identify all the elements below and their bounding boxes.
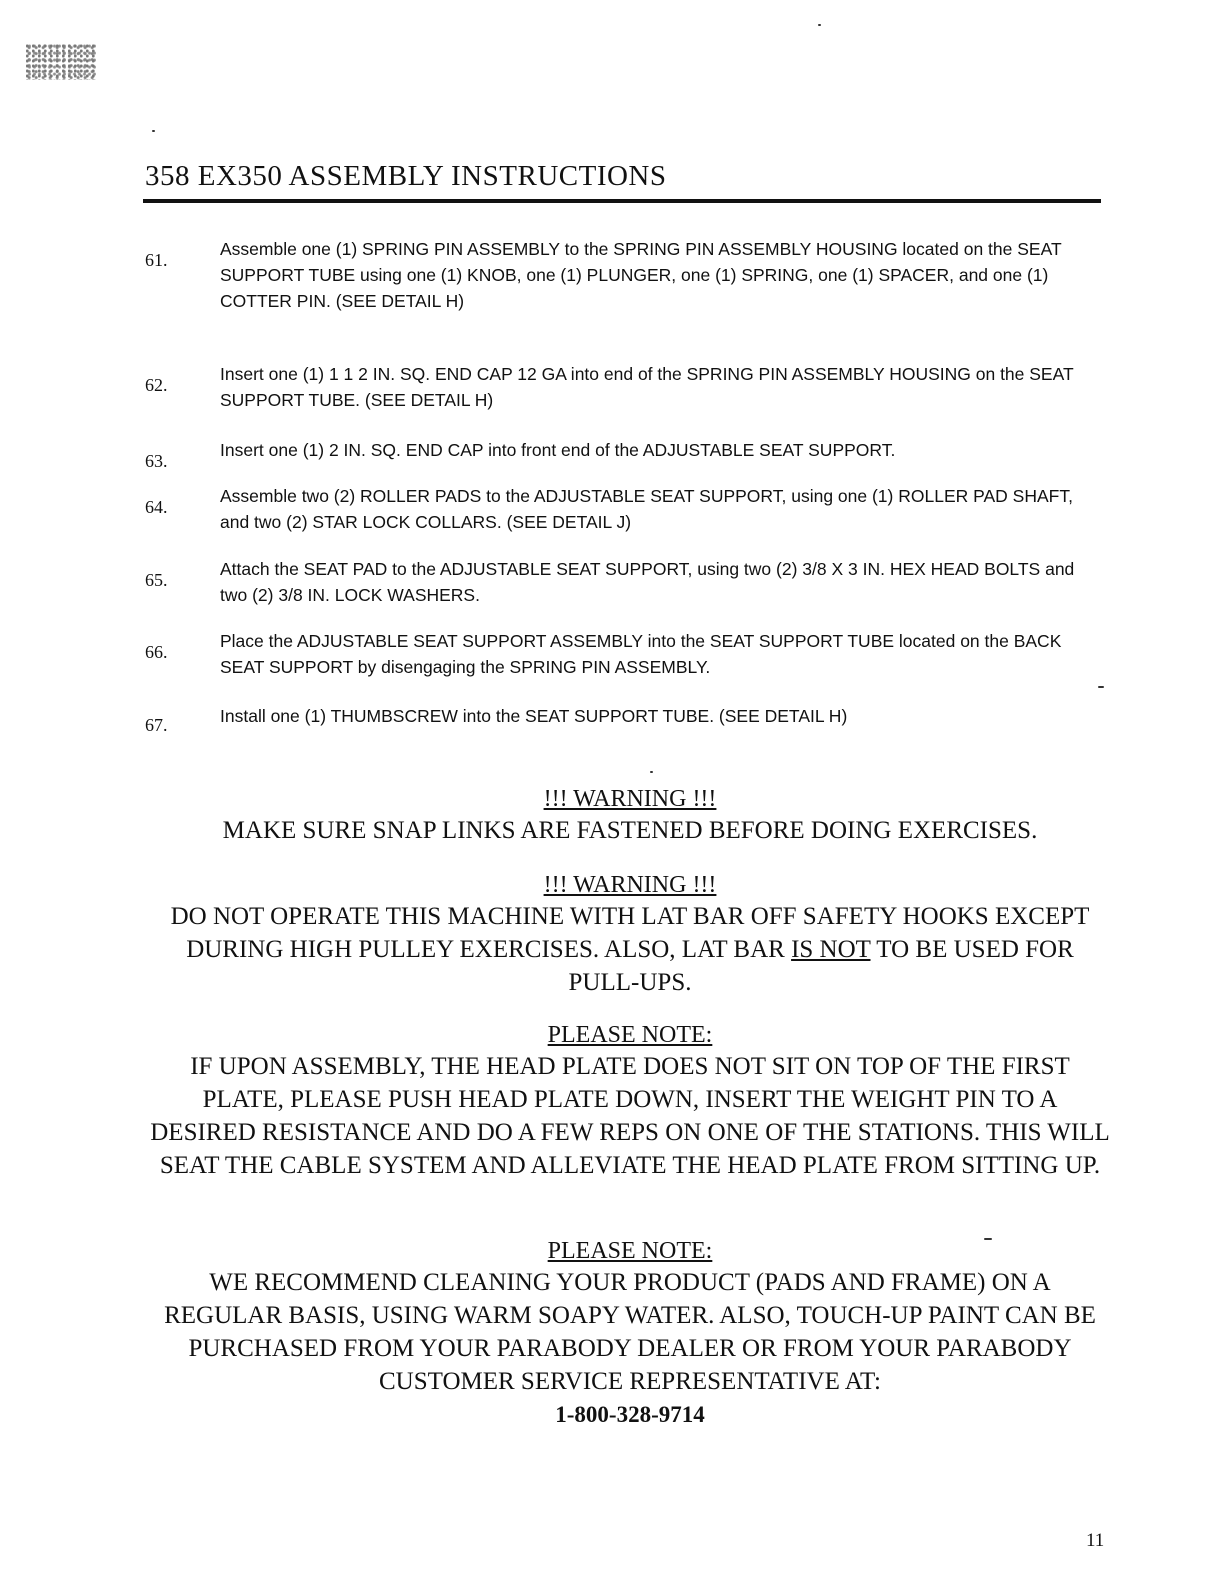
step-text: Install one (1) THUMBSCREW into the SEAT SUPPORT TUBE. (SEE DETAIL H): [220, 706, 848, 726]
warning-notice: [150, 870, 1110, 999]
notice-heading: !!! WARNING !!!: [543, 872, 717, 898]
step-text: Attach the SEAT PAD to the ADJUSTABLE SEAT SUPPORT, using two (2) 3/8 X 3 IN. HEX HEAD BOLTS and two (2) 3/8 IN. LOCK WASHERS.: [220, 559, 1075, 605]
step-number: 66.: [145, 642, 168, 662]
notice-body: WE RECOMMEND CLEANING YOUR PRODUCT (PADS AND FRAME) ON A REGULAR BASIS, USING WARM SOAPY WATER. ALSO, TOUCH-UP PAINT CAN BE PURCHASED FROM YOUR PARABODY DEALER OR FROM YOUR PARABODY CUSTOMER SERVICE REPRESENTATIVE AT:: [164, 1269, 1096, 1395]
please-note: [150, 1020, 1110, 1182]
scan-speck: [650, 771, 653, 773]
notice-heading: PLEASE NOTE:: [547, 1238, 713, 1264]
scan-speck: [818, 24, 821, 26]
title-divider: [143, 199, 1101, 203]
warning-notice: [150, 784, 1110, 847]
step-text: Insert one (1) 1 1 2 IN. SQ. END CAP 12 GA into end of the SPRING PIN ASSEMBLY HOUSING on the SEAT SUPPORT TUBE. (SEE DETAIL H): [220, 364, 1074, 410]
step-number: 61.: [145, 250, 168, 270]
step-number: 65.: [145, 570, 168, 590]
step-text: Insert one (1) 2 IN. SQ. END CAP into front end of the ADJUSTABLE SEAT SUPPORT.: [220, 440, 896, 460]
notice-body-lead: DO NOT OPERATE THIS MACHINE WITH LAT BAR OFF SAFETY HOOKS EXCEPT DURING HIGH PULLEY EXERCISES. ALSO, LAT BAR: [170, 903, 1090, 963]
customer-service-phone: 1-800-328-9714: [555, 1402, 705, 1427]
notice-heading: PLEASE NOTE:: [547, 1022, 713, 1048]
step-number: 67.: [145, 715, 168, 735]
please-note: [150, 1236, 1110, 1431]
notice-body-emphasis: IS NOT: [791, 936, 871, 963]
notice-body: [150, 900, 1110, 999]
notice-body: MAKE SURE SNAP LINKS ARE FASTENED BEFORE DOING EXERCISES.: [222, 817, 1038, 844]
page-title: 358 EX350 ASSEMBLY INSTRUCTIONS: [145, 160, 667, 192]
step-text: Assemble one (1) SPRING PIN ASSEMBLY to the SPRING PIN ASSEMBLY HOUSING located on the SEAT SUPPORT TUBE using one (1) KNOB, one (1) PLUNGER, one (1) SPRING, one (1) SPACER, and one (1) COTTER PIN. (SEE DETAIL H): [220, 239, 1062, 311]
scan-speck: [152, 130, 155, 132]
notice-heading: !!! WARNING !!!: [543, 786, 717, 812]
scan-artifact: [26, 44, 96, 80]
scan-speck: [1098, 686, 1104, 688]
step-number: 63.: [145, 451, 168, 471]
step-number: 64.: [145, 497, 168, 517]
step-number: 62.: [145, 375, 168, 395]
page-number: 11: [1086, 1530, 1105, 1551]
step-text: Assemble two (2) ROLLER PADS to the ADJUSTABLE SEAT SUPPORT, using one (1) ROLLER PAD SHAFT, and two (2) STAR LOCK COLLARS. (SEE DETAIL J): [220, 486, 1073, 532]
notice-body: IF UPON ASSEMBLY, THE HEAD PLATE DOES NOT SIT ON TOP OF THE FIRST PLATE, PLEASE PUSH HEAD PLATE DOWN, INSERT THE WEIGHT PIN TO A DESIRED RESISTANCE AND DO A FEW REPS ON ONE OF THE STATIONS. THIS WILL SEAT THE CABLE SYSTEM AND ALLEVIATE THE HEAD PLATE FROM SITTING UP.: [150, 1053, 1110, 1179]
notice-body-tail: TO BE USED FOR PULL-UPS.: [568, 936, 1074, 996]
step-text: Place the ADJUSTABLE SEAT SUPPORT ASSEMBLY into the SEAT SUPPORT TUBE located on the BACK SEAT SUPPORT by disengaging the SPRING PIN ASSEMBLY.: [220, 631, 1062, 677]
